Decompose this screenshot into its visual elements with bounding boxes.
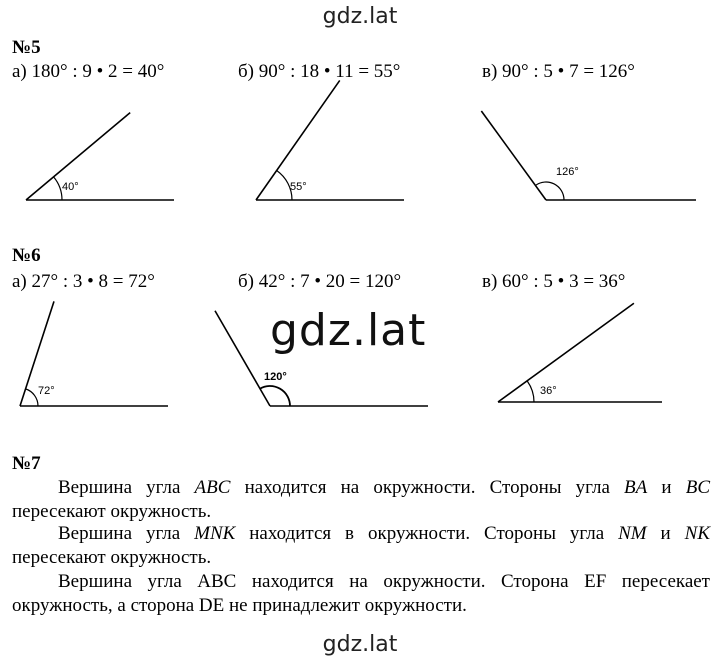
angle-label: 36° [540, 385, 557, 397]
angle-label: 120° [264, 371, 287, 383]
task6-header: №6 [12, 245, 41, 266]
angle-label: 40° [62, 181, 79, 193]
angle-5b [256, 80, 404, 200]
p1-var-1: ABC [194, 477, 231, 498]
p2-text-3: и [646, 523, 685, 544]
task6-equation-b: б) 42° : 7 • 20 = 120° [238, 271, 402, 292]
angle-ray-side [498, 303, 634, 402]
task7-paragraph-2 [12, 522, 710, 570]
angle-ray-side [215, 311, 270, 406]
angle-label: 55° [290, 181, 307, 193]
angle-label: 72° [38, 385, 55, 397]
p1-text-4: пересекают окружность. [12, 501, 212, 522]
p1-text-3: и [647, 477, 686, 498]
watermark-middle: gdz.lat [270, 305, 427, 356]
angle-ray-side [481, 111, 546, 200]
angle-label: 126° [556, 166, 579, 178]
watermark-top: gdz.lat [322, 4, 398, 29]
task5-header: №5 [12, 37, 41, 58]
task7-paragraph-3 [12, 570, 710, 618]
task7-paragraph-1 [12, 476, 710, 524]
angle-6b [215, 311, 428, 406]
angle-6a [20, 301, 168, 406]
p1-text-2: находится на окружности. Стороны угла [230, 477, 625, 498]
p2-text-2: находится в окружности. Стороны угла [235, 523, 619, 544]
angle-5c [481, 111, 696, 200]
p2-text-1: Вершина угла [58, 523, 195, 544]
p1-var-3: BC [685, 477, 710, 498]
p2-var-1: MNK [194, 523, 236, 544]
p2-var-2: NM [618, 523, 647, 544]
task6-equation-a: а) 27° : 3 • 8 = 72° [12, 271, 155, 292]
p3-text-1: Вершина угла ABC находится на окружности. Сторона EF пересекает окружность, а сторона DE не принадлежит окружности. [12, 571, 710, 616]
angle-arc [26, 389, 38, 406]
angle-6c [498, 303, 662, 402]
angle-arc [527, 381, 534, 402]
task5-equation-c: в) 90° : 5 • 7 = 126° [482, 61, 635, 82]
p1-var-2: BA [624, 477, 648, 498]
angle-5a [26, 113, 174, 200]
task5-equation-b: б) 90° : 18 • 11 = 55° [238, 61, 401, 82]
task6-equation-c: в) 60° : 5 • 3 = 36° [482, 271, 626, 292]
p1-text-1: Вершина угла [58, 477, 195, 498]
p2-var-3: NK [684, 523, 710, 544]
p2-text-4: пересекают окружность. [12, 547, 212, 568]
task7-header: №7 [12, 453, 41, 474]
watermark-bottom: gdz.lat [322, 632, 398, 657]
task5-equation-a: а) 180° : 9 • 2 = 40° [12, 61, 165, 82]
angle-arc [54, 177, 62, 200]
